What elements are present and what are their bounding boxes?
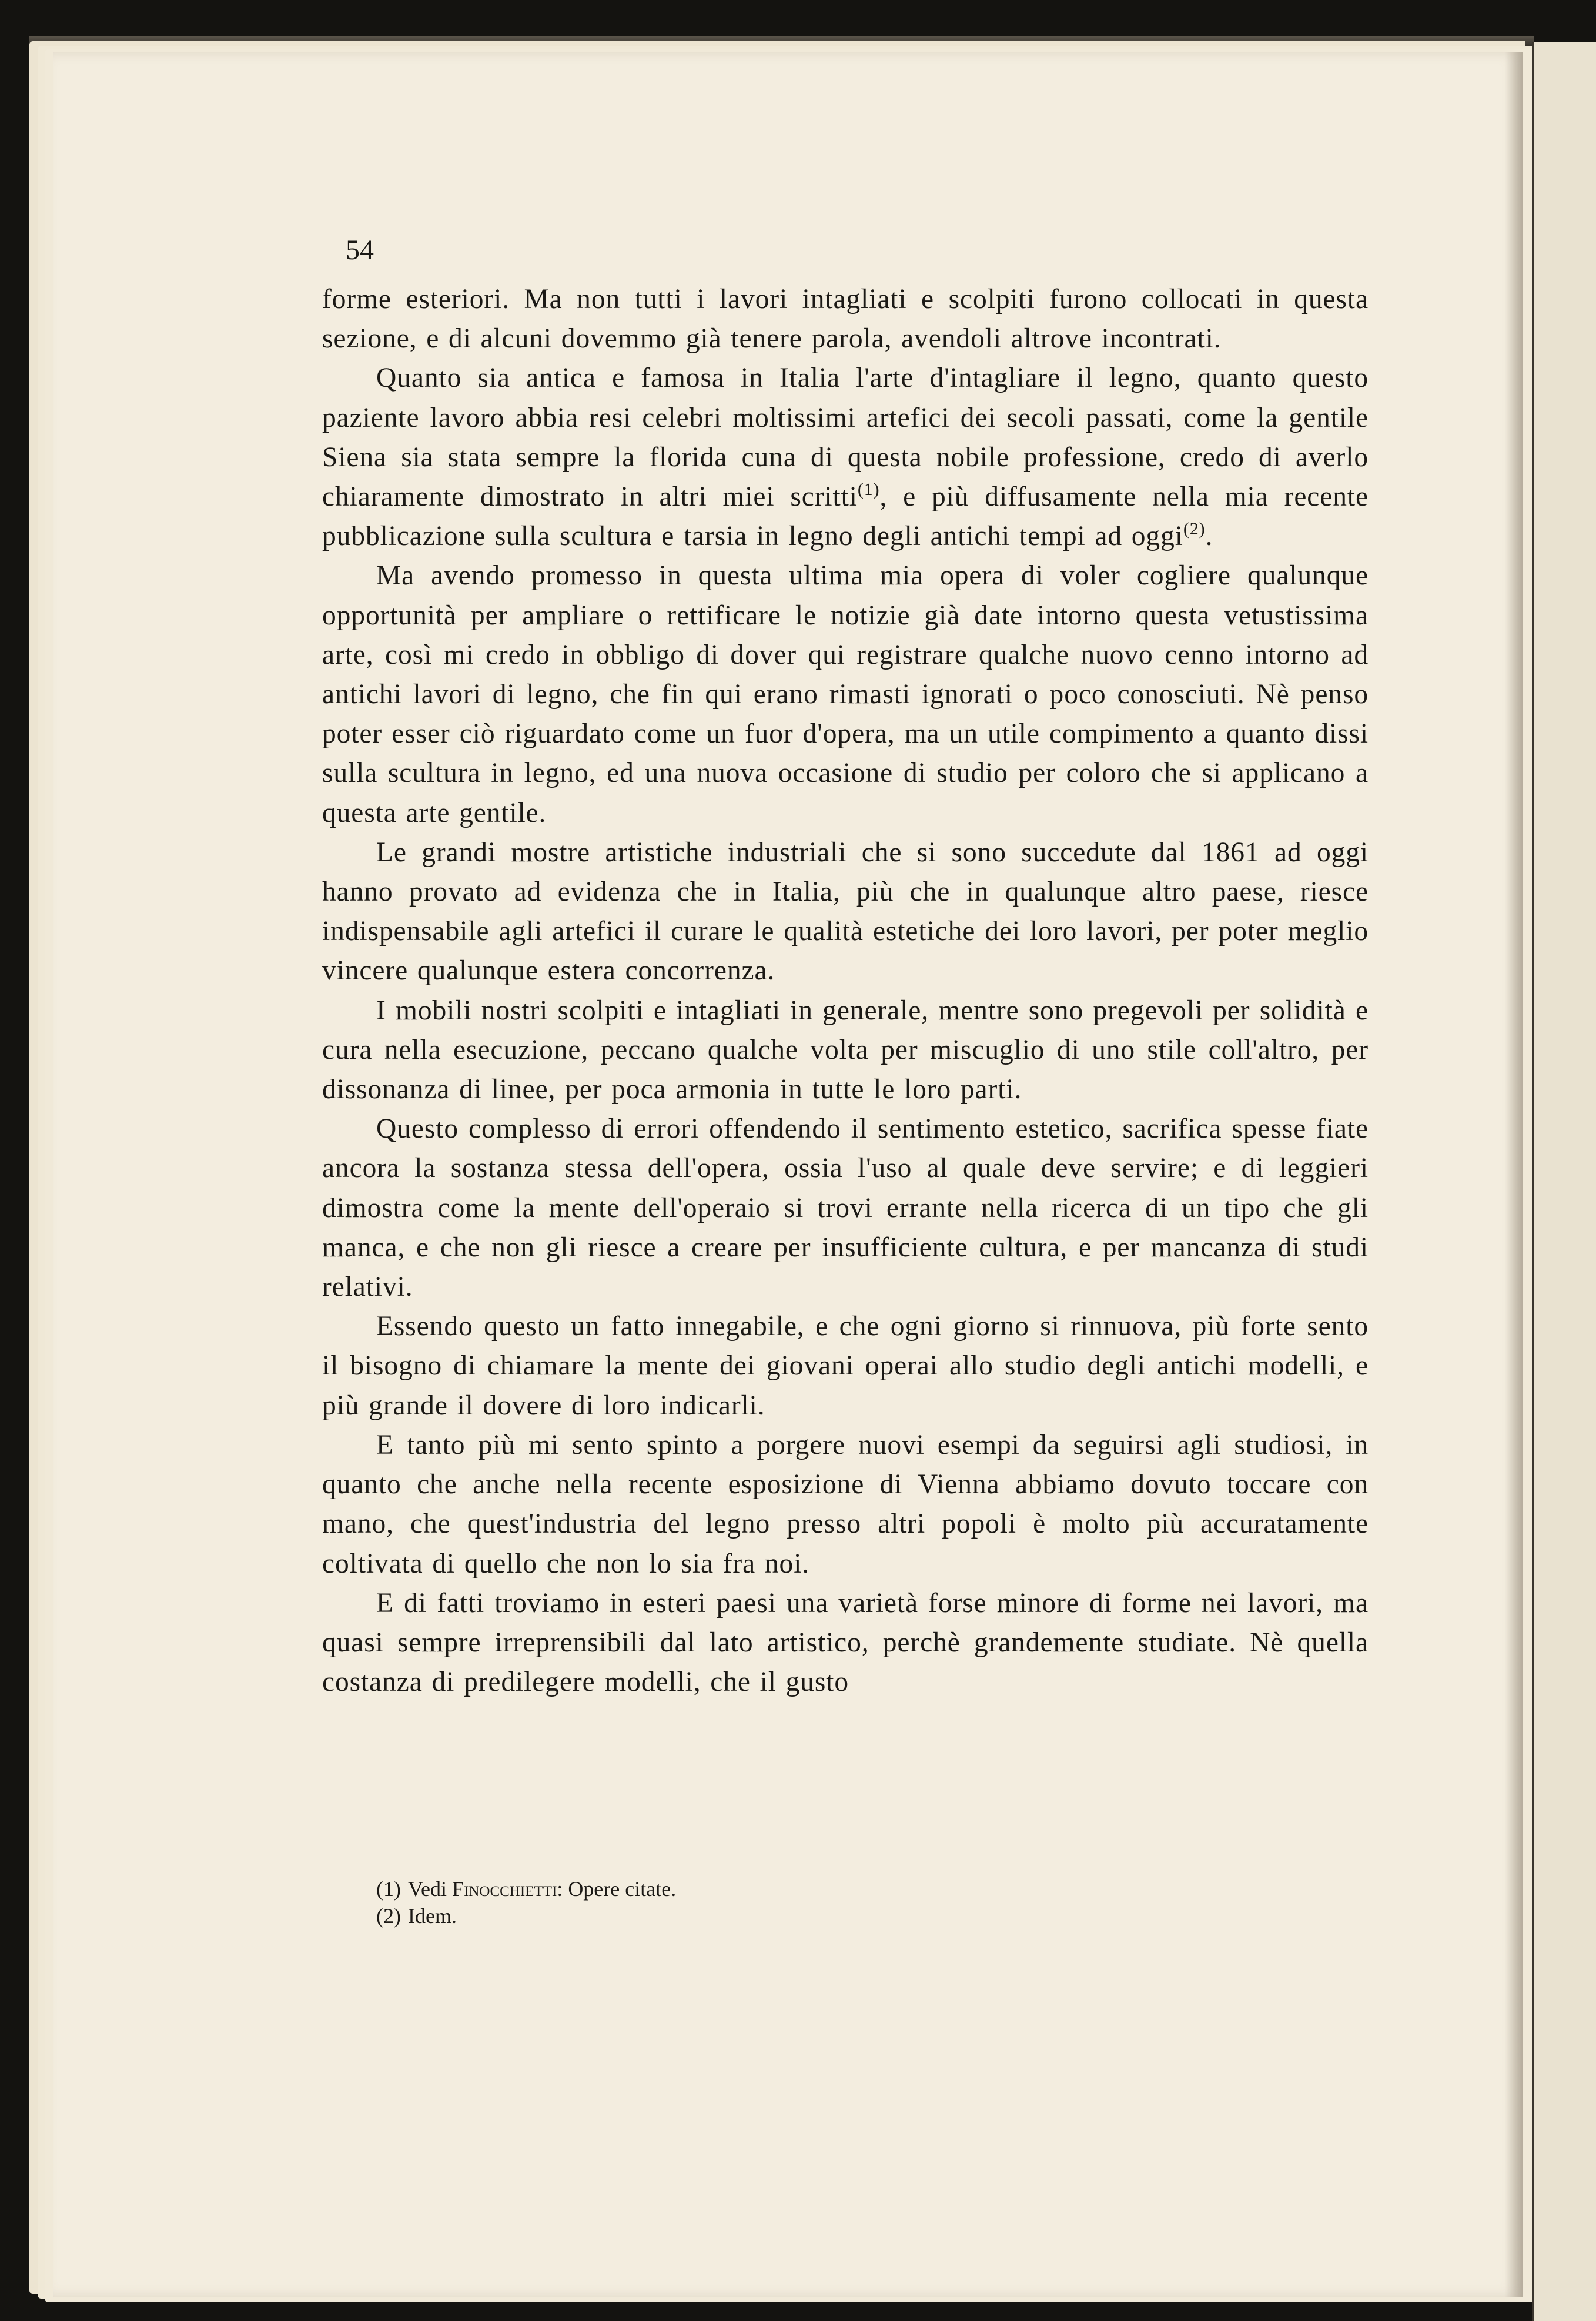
body-text xyxy=(322,280,1369,1702)
footnotes xyxy=(376,1875,1317,1929)
footnote xyxy=(376,1875,1317,1902)
footnote-marker: (2) xyxy=(376,1904,401,1928)
paragraph-text: Quanto sia antica e famosa in Italia l'arte d'intagliare il legno, quanto questo paziente lavoro abbia resi celebri moltissimi artefici dei secoli passati, come la gentile Siena sia stata sempre la florida cuna di questa nobile professione, credo di averlo chiaramente dimostrato in altri miei scritti xyxy=(322,363,1369,513)
paragraph: E di fatti troviamo in esteri paesi una varietà forse minore di forme nei lavori, ma quasi sempre irreprensibili dal lato artistico, perchè grandemente studiate. Nè quella costanza di predilegere modelli, che il gusto xyxy=(322,1587,1369,1698)
footnote-marker: (1) xyxy=(376,1877,401,1901)
paragraph-text: , e più diffusamente nella mia recente pubblicazione sulla scultura e tarsia in legno degli antichi tempi ad oggi xyxy=(322,481,1369,552)
footnote-prefix: Vedi xyxy=(407,1877,447,1901)
paragraph: Questo complesso di errori offendendo il sentimento estetico, sacrifica spesse fiate ancora la sostanza stessa dell'opera, ossia l'uso al quale deve servire; e di leggieri dimostra come la mente dell'operaio si trovi errante nella ricerca di un tipo che gli manca, e che non gli riesce a creare per insufficiente cultura, e per mancanza di studi relativi. xyxy=(322,1113,1369,1303)
footnote-text xyxy=(408,1875,676,1902)
paragraph: Le grandi mostre artistiche industriali che si sono succedute dal 1861 ad oggi hanno provato ad evidenza che in Italia, più che in qualunque altro paese, riesce indispensabile agli artefici il curare le qualità estetiche dei loro lavori, per poter meglio vincere qualunque estera concorrenza. xyxy=(322,837,1369,986)
paragraph xyxy=(322,359,1369,556)
page-gutter-shadow xyxy=(1505,52,1523,2297)
footnote-rest: Idem. xyxy=(407,1904,457,1928)
facing-page-edge xyxy=(1532,42,1596,2321)
page-number: 54 xyxy=(346,235,374,266)
footnote-reference: (1) xyxy=(857,480,880,500)
footnote-author: Finocchietti: xyxy=(451,1877,563,1901)
paragraph: E tanto più mi sento spinto a porgere nuovi esempi da seguirsi agli studiosi, in quanto che anche nella recente esposizione di Vienna abbiamo dovuto toccare con mano, che quest'industria del legno presso altri popoli è molto più accuratamente coltivata di quello che non lo sia fra noi. xyxy=(322,1429,1369,1579)
paragraph: Ma avendo promesso in questa ultima mia opera di voler cogliere qualunque opportunità per ampliare o rettificare le notizie già date intorno questa vetustissima arte, così mi credo in obbligo di dover qui registrare qualche nuovo cenno intorno ad antichi lavori di legno, che fin qui erano rimasti ignorati o poco conosciuti. Nè penso poter esser ciò riguardato come un fuor d'opera, ma un utile compimento a quanto dissi sulla scultura in legno, ed una nuova occasione di studio per coloro che si applicano a questa arte gentile. xyxy=(322,560,1369,828)
paragraph: Essendo questo un fatto innegabile, e che ogni giorno si rinnuova, più forte sento il bisogno di chiamare la mente dei giovani operai allo studio degli antichi modelli, e più grande il dovere di loro indicarli. xyxy=(322,1311,1369,1421)
footnote-text xyxy=(408,1902,457,1929)
footnote xyxy=(376,1902,1317,1929)
footnote-reference: (2) xyxy=(1183,519,1206,539)
footnote-rest: Opere citate. xyxy=(568,1877,677,1901)
paragraph: forme esteriori. Ma non tutti i lavori intagliati e scolpiti furono collocati in questa sezione, e di alcuni dovemmo già tenere parola, avendoli altrove incontrati. xyxy=(322,284,1369,354)
paragraph: I mobili nostri scolpiti e intagliati in generale, mentre sono pregevoli per solidità e cura nella esecuzione, peccano qualche volta per miscuglio di uno stile coll'altro, per dissonanza di linee, per poca armonia in tutte le loro parti. xyxy=(322,995,1369,1105)
paragraph-text: . xyxy=(1205,521,1213,552)
